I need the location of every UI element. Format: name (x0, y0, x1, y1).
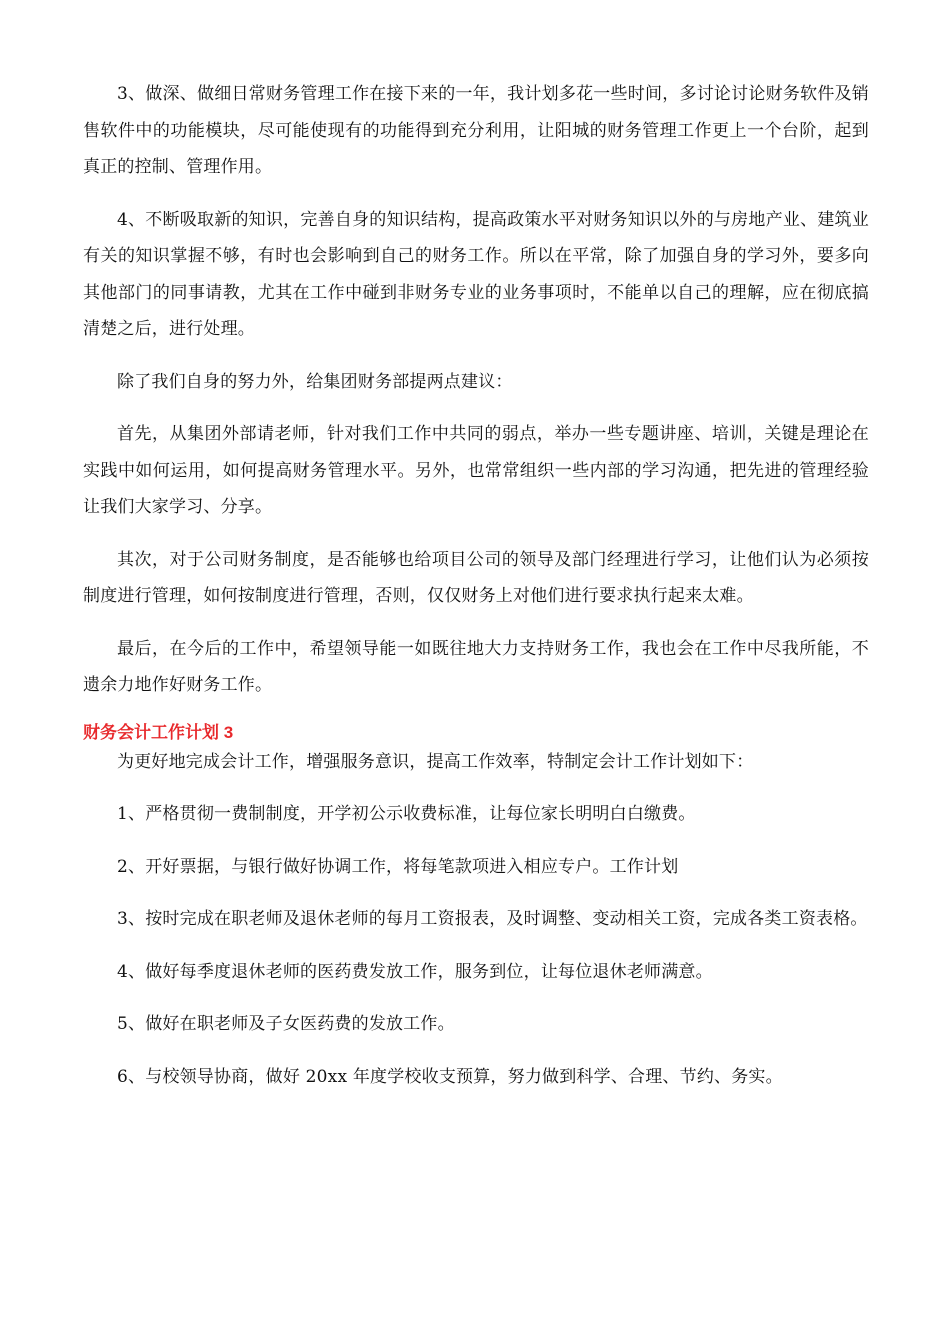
paragraph-closing: 最后，在今后的工作中，希望领导能一如既往地大力支持财务工作，我也会在工作中尽我所能，不遗余力地作好财务工作。 (83, 638, 869, 695)
paragraph-item-3: 3、做深、做细日常财务管理工作在接下来的一年，我计划多花一些时间，多讨论讨论财务软件及销售软件中的功能模块，尽可能使现有的功能得到充分利用，让阳城的财务管理工作更上一个台阶，起到真正的控制、管理作用。 (83, 84, 869, 177)
plan-item-4: 4、做好每季度退休老师的医药费发放工作，服务到位，让每位退休老师满意。 (117, 961, 713, 982)
plan-item-2: 2、开好票据，与银行做好协调工作，将每笔款项进入相应专户。工作计划 (117, 856, 679, 877)
plan-item-5: 5、做好在职老师及子女医药费的发放工作。 (117, 1014, 455, 1034)
paragraph-plan-intro: 为更好地完成会计工作，增强服务意识，提高工作效率，特制定会计工作计划如下： (117, 751, 754, 772)
paragraph-item-4: 4、不断吸取新的知识，完善自身的知识结构，提高政策水平对财务知识以外的与房地产业、建筑业有关的知识掌握不够，有时也会影响到自己的财务工作。所以在平常，除了加强自身的学习外，要多向其他部门的同事请教，尤其在工作中碰到非财务专业的业务事项时，不能单以自己的理解，应在彻底搞清楚之后，进行处理。 (83, 209, 869, 339)
section-heading: 财务会计工作计划 3 (83, 722, 234, 742)
paragraph-second-suggestion: 其次，对于公司财务制度，是否能够也给项目公司的领导及部门经理进行学习，让他们认为必须按制度进行管理，如何按制度进行管理，否则，仅仅财务上对他们进行要求执行起来太难。 (83, 549, 869, 606)
paragraph-first-suggestion: 首先，从集团外部请老师，针对我们工作中共同的弱点，举办一些专题讲座、培训，关键是理论在实践中如何运用，如何提高财务管理水平。另外，也常常组织一些内部的学习沟通，把先进的管理经验让我们大家学习、分享。 (83, 424, 869, 517)
paragraph-suggestions-intro: 除了我们自身的努力外，给集团财务部提两点建议： (117, 371, 513, 392)
plan-item-6: 6、与校领导协商，做好 20xx 年度学校收支预算，努力做到科学、合理、节约、务实。 (117, 1066, 783, 1087)
document-page (83, 76, 869, 1111)
plan-item-3: 3、按时完成在职老师及退休老师的每月工资报表，及时调整、变动相关工资，完成各类工资表格。 (117, 909, 868, 929)
plan-item-1: 1、严格贯彻一费制制度，开学初公示收费标准，让每位家长明明白白缴费。 (117, 804, 696, 824)
